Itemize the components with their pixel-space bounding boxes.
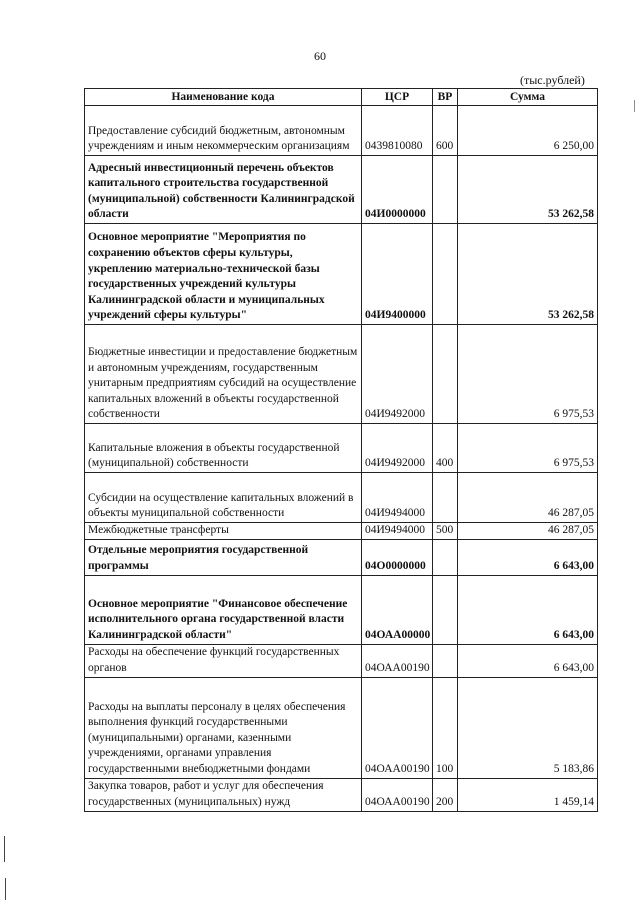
row-csr: 04И9400000 <box>362 224 433 325</box>
row-sum: 6 643,00 <box>458 644 598 677</box>
row-vr: 500 <box>433 523 458 540</box>
row-csr: 04И9494000 <box>362 523 433 540</box>
row-name: Предоставление субсидий бюджетным, автономным учреждениям и иным некоммерческим организациям <box>85 106 362 156</box>
row-sum: 6 975,53 <box>458 424 598 473</box>
header-csr: ЦСР <box>362 89 433 106</box>
row-sum: 46 287,05 <box>458 523 598 540</box>
row-csr: 04О0000000 <box>362 539 433 575</box>
table-header-row <box>85 89 598 106</box>
row-csr: 0439810080 <box>362 106 433 156</box>
table-row <box>85 156 598 224</box>
row-csr: 04ОАА00000 <box>362 575 433 644</box>
row-csr: 04ОАА00190 <box>362 778 433 811</box>
row-name: Адресный инвестиционный перечень объектов капитального строительства государственной (муниципальной) собственности Калининградской области <box>85 156 362 224</box>
row-vr: 400 <box>433 424 458 473</box>
row-vr <box>433 575 458 644</box>
header-sum: Сумма <box>458 89 598 106</box>
table-row <box>85 539 598 575</box>
table-row <box>85 778 598 811</box>
row-sum: 46 287,05 <box>458 473 598 523</box>
table-row <box>85 106 598 156</box>
row-sum: 6 250,00 <box>458 106 598 156</box>
row-name: Закупка товаров, работ и услуг для обеспечения государственных (муниципальных) нужд <box>85 778 362 811</box>
row-sum: 53 262,58 <box>458 224 598 325</box>
page-number: 60 <box>314 49 326 63</box>
row-name: Основное мероприятие "Мероприятия по сохранению объектов сферы культуры, укреплению материально-технической базы государственных учреждений культуры Калининградской области и муниципальных учреждений сферы культуры" <box>85 224 362 325</box>
row-vr <box>433 325 458 424</box>
table-row <box>85 644 598 677</box>
row-vr <box>433 224 458 325</box>
table-row <box>85 575 598 644</box>
table-row <box>85 473 598 523</box>
table-row <box>85 424 598 473</box>
row-sum: 5 183,86 <box>458 677 598 778</box>
header-name: Наименование кода <box>85 89 362 106</box>
row-csr: 04И9494000 <box>362 473 433 523</box>
table-row <box>85 677 598 778</box>
table-row <box>85 224 598 325</box>
row-name: Межбюджетные трансферты <box>85 523 362 540</box>
table-row <box>85 325 598 424</box>
row-name: Капитальные вложения в объекты государственной (муниципальной) собственности <box>85 424 362 473</box>
scan-artifact-line <box>5 878 6 900</box>
row-name: Субсидии на осуществление капитальных вложений в объекты муниципальной собственности <box>85 473 362 523</box>
row-sum: 53 262,58 <box>458 156 598 224</box>
row-vr <box>433 473 458 523</box>
row-vr: 100 <box>433 677 458 778</box>
table-row <box>85 523 598 540</box>
row-vr <box>433 156 458 224</box>
row-csr: 04И9492000 <box>362 325 433 424</box>
row-name: Основное мероприятие "Финансовое обеспечение исполнительного органа государственной власти Калининградской области" <box>85 575 362 644</box>
row-name: Расходы на выплаты персоналу в целях обеспечения выполнения функций государственными (муниципальными) органами, казенными учреждениями, органами управления государственными внебюджетными фондами <box>85 677 362 778</box>
row-csr: 04ОАА00190 <box>362 644 433 677</box>
row-sum: 6 643,00 <box>458 575 598 644</box>
row-sum: 6 643,00 <box>458 539 598 575</box>
row-vr: 200 <box>433 778 458 811</box>
row-csr: 04И0000000 <box>362 156 433 224</box>
row-csr: 04И9492000 <box>362 424 433 473</box>
row-name: Расходы на обеспечение функций государственных органов <box>85 644 362 677</box>
row-sum: 6 975,53 <box>458 325 598 424</box>
row-vr: 600 <box>433 106 458 156</box>
header-vr: ВР <box>433 89 458 106</box>
budget-table <box>84 88 598 812</box>
scan-artifact-line <box>4 836 5 862</box>
row-sum: 1 459,14 <box>458 778 598 811</box>
row-name: Бюджетные инвестиции и предоставление бюджетным и автономным учреждениям, государственным унитарным предприятиям субсидий на осуществление капитальных вложений в объекты государственной собственности <box>85 325 362 424</box>
row-vr <box>433 539 458 575</box>
units-label: (тыс.рублей) <box>520 73 585 87</box>
row-name: Отдельные мероприятия государственной программы <box>85 539 362 575</box>
row-csr: 04ОАА00190 <box>362 677 433 778</box>
row-vr <box>433 644 458 677</box>
scan-artifact-line <box>634 100 635 112</box>
